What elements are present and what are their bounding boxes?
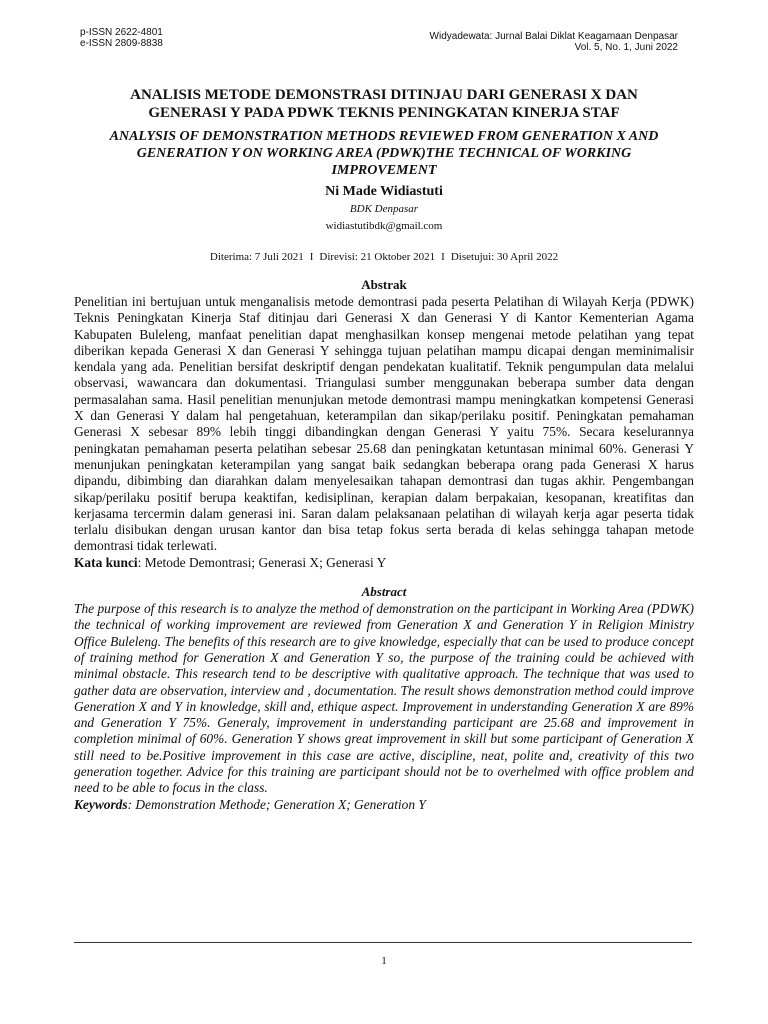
- date-accepted: Disetujui: 30 April 2022: [450, 251, 559, 263]
- title-en-line-1: ANALYSIS OF DEMONSTRATION METHODS REVIEWED FROM GENERATION X AND: [109, 129, 659, 144]
- journal-block: [430, 31, 678, 53]
- abstrak-keywords: [74, 555, 694, 571]
- abstract-keywords: [74, 797, 694, 813]
- abstract-body: The purpose of this research is to analyze the method of demonstration on the participant in Working Area (PDWK) the technical of working improvement are reviewed from Generation X and Generation Y in Religion Ministry Office Buleleng. The benefits of this research are to give knowledge, especially that can be used to produce concept of training method for Generation X and Generation Y so, the purpose of the training could be achieved with minimal obstacle. This research tend to be descriptive with qualitative approach. The technique that was used to gather data are observation, interview and , documentation. The result shows demonstration method could improve Generation X and Y in knowledge, skill and, ethique aspect. Improvement in understanding Generation X are 89% and Generation Y 75%. Generaly, improvement in understanding participant are 25.68 and improvement in completion minimal of 60%. Generation Y shows great improvement in skill but some participant of Generation X still need to be.Positive improvement in this case are active, discipline, neat, polite and, creativity of this two generation together. Advice for this training are participant should not be to overhelmed with office problem and need to be able to focus in the class.: [74, 601, 694, 796]
- title-english: [74, 128, 694, 179]
- abstrak-keywords-label: Kata kunci: [74, 554, 138, 570]
- page-number: 1: [381, 955, 387, 967]
- title-en-line-2: GENERATION Y ON WORKING AREA (PDWK)THE TECHNICAL OF WORKING: [136, 146, 632, 161]
- abstract-heading: Abstract: [361, 584, 407, 600]
- date-separator: I: [309, 251, 314, 263]
- author-name: Ni Made Widiastuti: [325, 184, 443, 199]
- author-email: widiastutibdk@gmail.com: [325, 220, 443, 232]
- article-content: [74, 86, 694, 813]
- author-affiliation: BDK Denpasar: [349, 203, 419, 215]
- abstract-keywords-label: Keywords: [74, 796, 128, 812]
- abstrak-keywords-list: : Metode Demontrasi; Generasi X; Generasi Y: [137, 554, 387, 570]
- abstrak-body: Penelitian ini bertujuan untuk menganalisis metode demontrasi pada peserta Pelatihan di Wilayah Kerja (PDWK) Teknis Peningkatan Kinerja Staf ditinjau dari Generasi X dan Generasi Y di Kantor Kementerian Agama Kabupaten Buleleng, manfaat penelitian dapat menghasilkan konsep mengenai metode pelatihan yang tepat diberikan kepada Generasi X dan Generasi Y sehingga tujuan pelatihan mampu dicapai dengan meminimalisir kendala yang ada. Penelitian bersifat deskriptif dengan pendekatan kualitatif. Teknik pengumpulan data melalui observasi, wawancara dan dokumentasi. Triangulasi sumber menggunakan beberapa sumber data dengan permasalahan sama. Hasil penelitian menunjukan metode demontrasi mampu meningkatkan kompetensi Generasi X dan Generasi Y dalam hal pengetahuan, keterampilan dan sikap/perilaku positif. Peningkatan pemahaman Generasi X sebesar 89% lebih tinggi dibandingkan dengan Generasi Y yaitu 75%. Secara keselurannya peningkatan pemahaman peserta pelatihan sebesar 25.68 dan peningkatan ketuntasan minimal 60%. Generasi Y menunjukan peningkatan keterampilan yang sangat baik sedangkan beberapa orang pada Generasi X harus dipandu, dibimbing dan diarahkan dalam menyelesaikan tahapan demontrasi dan tugas akhir. Pengembangan sikap/perilaku positif berupa keaktifan, kedisiplinan, kerapian dalam berpakaian, kesopanan, kreatifitas dan kerjasama tercermin dalam generasi ini. Saran dalam pelaksanaan pelatihan di wilayah kerja agar peserta tidak terlalu disibukan dengan urusan kantor dan bisa tetap fokus serta berada di kelas sehingga tahapan metode demontrasi tidak terlewati.: [74, 294, 694, 554]
- issn-block: [80, 27, 163, 49]
- title-id-line-1: ANALISIS METODE DEMONSTRASI DITINJAU DARI GENERASI X DAN: [130, 87, 638, 103]
- date-revised: Direvisi: 21 Oktober 2021: [319, 251, 436, 263]
- p-issn: p-ISSN 2622-4801: [80, 27, 163, 38]
- footer-divider: [74, 942, 692, 943]
- title-id-line-2: GENERASI Y PADA PDWK TEKNIS PENINGKATAN KINERJA STAF: [148, 105, 620, 121]
- abstract-keywords-list: : Demonstration Methode; Generation X; Generation Y: [127, 796, 426, 812]
- title-indonesian: [74, 86, 694, 122]
- date-received: Diterima: 7 Juli 2021: [209, 251, 304, 263]
- e-issn: e-ISSN 2809-8838: [80, 38, 163, 49]
- journal-volume: Vol. 5, No. 1, Juni 2022: [574, 42, 678, 53]
- journal-name: Widyadewata: Jurnal Balai Diklat Keagamaan Denpasar: [429, 31, 678, 42]
- article-dates: [74, 251, 694, 264]
- title-en-line-3: IMPROVEMENT: [331, 163, 437, 178]
- abstrak-heading: Abstrak: [361, 277, 407, 292]
- date-separator: I: [441, 251, 445, 263]
